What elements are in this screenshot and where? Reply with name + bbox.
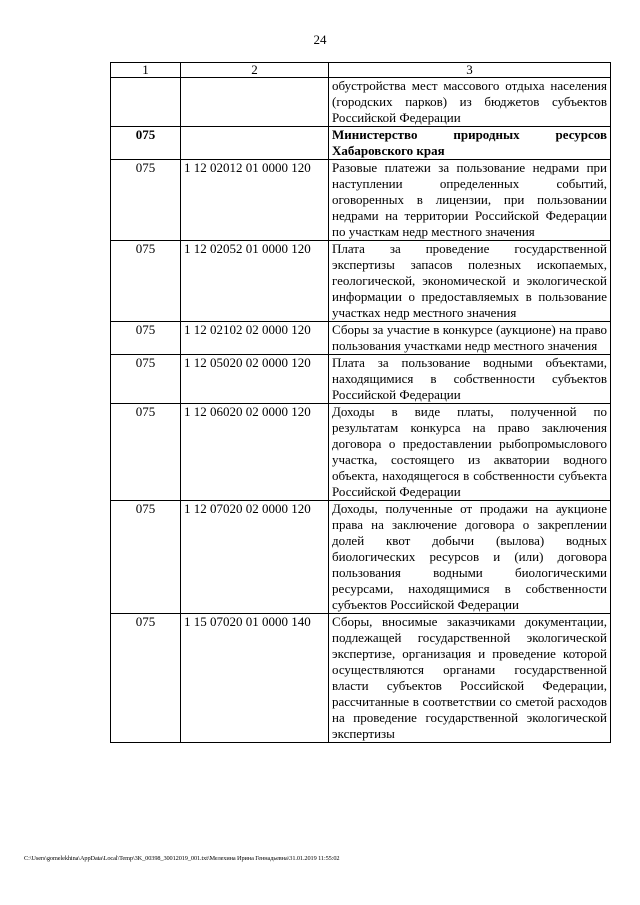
table-row [111,501,611,614]
table-row [111,322,611,355]
kbk-code-cell: 1 12 05020 02 0000 120 [181,355,329,404]
table-header-row [111,63,611,78]
header-col-2: 2 [181,63,329,78]
kbk-code-cell: 1 12 07020 02 0000 120 [181,501,329,614]
header-col-3: 3 [329,63,611,78]
kbk-code-cell: 1 12 06020 02 0000 120 [181,404,329,501]
file-path-footer: C:\Users\gomelekhina\AppData\Local\Temp\3K_00398_30012019_001.txt\Мелехина Ирина Геннадьевна\31.01.2019 11:55:02 [24,855,340,862]
table-row [111,241,611,322]
admin-code-cell: 075 [111,355,181,404]
admin-code-cell: 075 [111,322,181,355]
description-cell: Министерство природных ресурсов Хабаровского края [329,127,611,160]
kbk-code-cell: 1 12 02012 01 0000 120 [181,160,329,241]
admin-code-cell: 075 [111,404,181,501]
page-number: 24 [313,32,327,47]
ministry-row [111,127,611,160]
kbk-code-cell: 1 12 02052 01 0000 120 [181,241,329,322]
admin-code-cell [111,78,181,127]
table-row [111,160,611,241]
kbk-code-cell: 1 15 07020 01 0000 140 [181,614,329,743]
kbk-code-cell [181,127,329,160]
table-row [111,355,611,404]
description-cell: Разовые платежи за пользование недрами при наступлении определенных событий, оговоренных в лицензии, при пользовании недрами на территории Российской Федерации по участкам недр местного значения [329,160,611,241]
income-codes-table [110,62,611,743]
table-row [111,614,611,743]
kbk-code-cell: 1 12 02102 02 0000 120 [181,322,329,355]
admin-code-cell: 075 [111,160,181,241]
description-cell: Доходы в виде платы, полученной по результатам конкурса на право заключения договора о предоставлении рыбопромыслового участка, состоящего из акватории водного объекта, находящегося в собственности субъекта Российской Федерации [329,404,611,501]
admin-code-cell: 075 [111,127,181,160]
description-cell: Сборы за участие в конкурсе (аукционе) на право пользования участками недр местного значения [329,322,611,355]
table-row [111,78,611,127]
description-cell: обустройства мест массового отдыха населения (городских парков) из бюджетов субъектов Российской Федерации [329,78,611,127]
admin-code-cell: 075 [111,241,181,322]
header-col-1: 1 [111,63,181,78]
kbk-code-cell [181,78,329,127]
description-cell: Плата за проведение государственной экспертизы запасов полезных ископаемых, геологической, экономической и экологической информации о предоставляемых в пользование участках недр местного значения [329,241,611,322]
description-cell: Плата за пользование водными объектами, находящимися в собственности субъектов Российской Федерации [329,355,611,404]
table-row [111,404,611,501]
description-cell: Доходы, полученные от продажи на аукционе права на заключение договора о закреплении долей квот добычи (вылова) водных биологических ресурсов и (или) договора пользования водными биологическими ресурсами, находящимися в собственности субъектов Российской Федерации [329,501,611,614]
admin-code-cell: 075 [111,501,181,614]
admin-code-cell: 075 [111,614,181,743]
description-cell: Сборы, вносимые заказчиками документации, подлежащей государственной экологической экспертизе, организация и проведение которой осуществляются органами государственной власти субъектов Российской Федерации, рассчитанные в соответствии со сметой расходов на проведение государственной экологической экспертизы [329,614,611,743]
